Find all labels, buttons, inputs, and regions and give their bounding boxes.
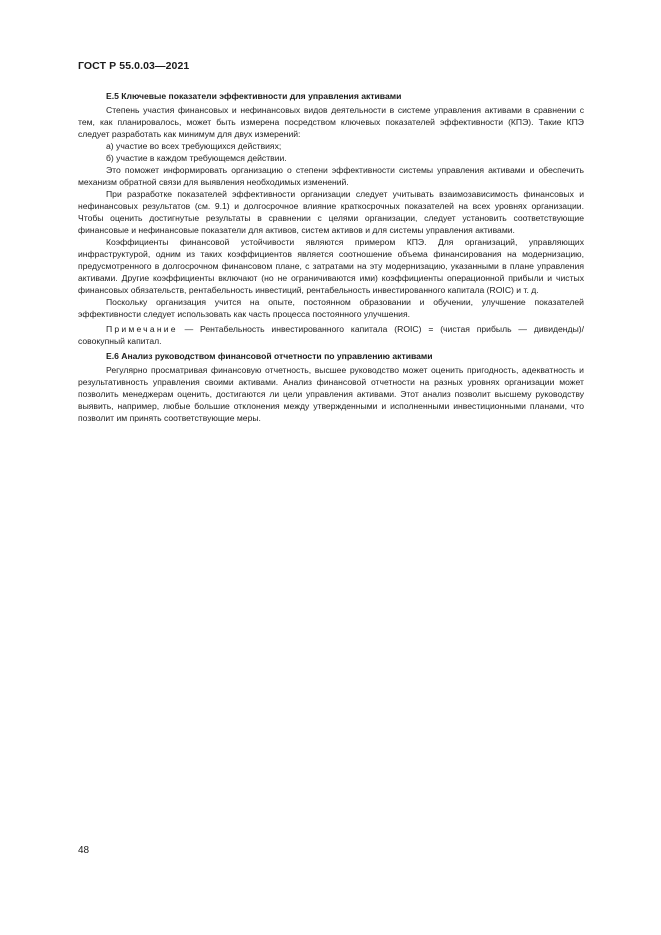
note-text: — Рентабельность инвестированного капитала (ROIC) = (чистая прибыль — дивиденды)/совокупный капитал. <box>78 324 584 346</box>
paragraph: Регулярно просматривая финансовую отчетность, высшее руководство может оценить пригодность, адекватность и результативность управления своими активами. Анализ финансовой отчетности на разных уровнях организации может позволить менеджерам оценить, достигаются ли цели управления активами. Этот анализ позволит высшему руководству выявить, например, любые большие отклонения между утвержденными и исполненными инвестиционными планами, что позволит им принять соответствующие меры. <box>78 365 584 423</box>
paragraph: При разработке показателей эффективности организации следует учитывать взаимозависимость финансовых и нефинансовых результатов (см. 9.1) и долгосрочное влияние краткосрочных показателей на всех уровнях организации. Чтобы оценить достигнутые результаты в сравнении с целями организации, следует установить соответствующие финансовые и нефинансовые показатели для активов, систем активов и для системы управления активами. <box>78 189 584 235</box>
document-body <box>78 90 584 424</box>
note <box>78 323 584 347</box>
list-item: б) участие в каждом требующемся действии. <box>106 153 287 163</box>
paragraph: Коэффициенты финансовой устойчивости являются примером КПЭ. Для организаций, управляющих инфраструктурой, одним из таких коэффициентов является соотношение объема финансирования на модернизацию, предусмотренного в долгосрочном финансовом плане, с затратами на эту модернизацию, указанными в плане управления активами. Другие коэффициенты включают (но не ограничиваются ими) коэффициенты операционной прибыли и чистых финансовых обязательств, рентабельность инвестиций, рентабельность инвестированного капитала (ROIC) и т. д. <box>78 237 584 295</box>
paragraph: Поскольку организация учится на опыте, постоянном образовании и обучении, улучшение показателей эффективности следует использовать как часть процесса постоянного улучшения. <box>78 297 584 319</box>
section-heading-e6: Е.6 Анализ руководством финансовой отчетности по управлению активами <box>106 351 433 361</box>
page-number: 48 <box>78 845 90 856</box>
document-id: ГОСТ Р 55.0.03—2021 <box>78 60 190 72</box>
paragraph: Это поможет информировать организацию о степени эффективности системы управления активами и обеспечить механизм обратной связи для выявления необходимых изменений. <box>78 165 584 187</box>
note-label: Примечание <box>106 324 178 334</box>
list-item: а) участие во всех требующихся действиях; <box>106 141 282 151</box>
section-heading-e5: Е.5 Ключевые показатели эффективности для управления активами <box>106 91 402 101</box>
paragraph: Степень участия финансовых и нефинансовых видов деятельности в системе управления активами в сравнении с тем, как планировалось, может быть измерена посредством ключевых показателей эффективности (КПЭ). Такие КПЭ следует разработать как минимум для двух измерений: <box>78 105 584 139</box>
